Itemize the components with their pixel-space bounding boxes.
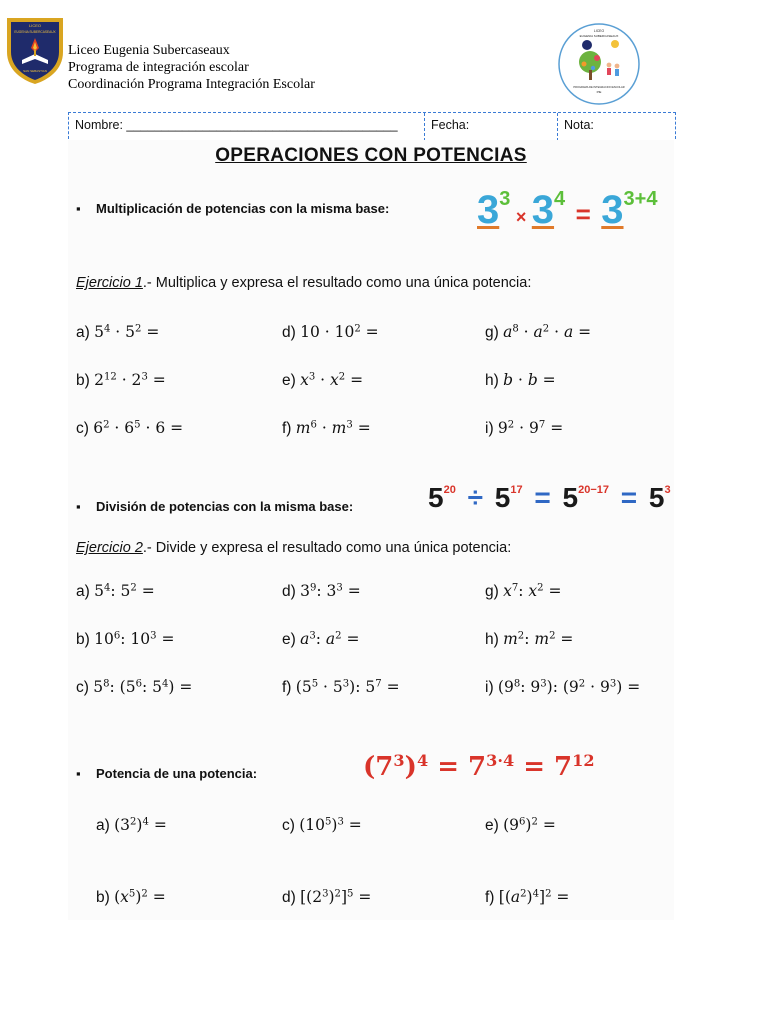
worksheet-body	[68, 140, 674, 920]
svg-text:EUGENIA SUBERCASEAUX: EUGENIA SUBERCASEAUX	[14, 30, 56, 34]
school-header-text	[68, 42, 315, 93]
exercise-1h: h) b · b =	[485, 371, 556, 389]
exercise-2d: d) $3^9$: $3^3$ =	[282, 582, 361, 600]
student-info-bar	[68, 112, 676, 139]
section-multiplication-heading: ▪ Multiplicación de potencias con la misma base:	[76, 201, 389, 216]
exercise-2f: f) $(5^5 \cdot 5^3)$: $5^7$ =	[282, 678, 400, 696]
exercise-2h: h) $m^2$: $m^2$ =	[485, 630, 574, 648]
exercise-1d: d) $10 \cdot 10^2$ =	[282, 323, 379, 341]
exercise-2e: e) $a^3$: $a^2$ =	[282, 630, 360, 648]
exercise-3a: a) $(3^2)^4$ =	[96, 816, 167, 834]
exercise-1i: i) $9^2 \cdot 9^7$ =	[485, 419, 564, 437]
multiplication-example: 33 × 34 = 33+4	[477, 188, 658, 232]
exercise-1e: e) $x^3 \cdot x^2$ =	[282, 371, 364, 389]
grade-field[interactable]: Nota:	[564, 118, 594, 132]
exercise-1b: b) $2^{12} \cdot 2^3$ =	[76, 371, 166, 389]
worksheet-title: OPERACIONES CON POTENCIAS	[215, 145, 527, 166]
exercise-3e: e) $(9^6)^2$ =	[485, 816, 556, 834]
school-name: Liceo Eugenia Subercaseaux	[68, 43, 230, 58]
coordination-name: Coordinación Programa Integración Escolar	[68, 77, 315, 92]
exercise-2b: b) $10^6$: $10^3$ =	[76, 630, 175, 648]
exercise-1c: c) $6^2 \cdot 6^5 \cdot 6$ =	[76, 419, 184, 437]
exercise-3f: f) $[(a^2)^4]^2$ =	[485, 888, 570, 906]
section-power-of-power-heading: ▪ Potencia de una potencia:	[76, 766, 257, 781]
date-field[interactable]: Fecha:	[431, 118, 470, 132]
svg-text:PROGRAMA DE INTEGRACION ESCOLA: PROGRAMA DE INTEGRACION ESCOLAR	[573, 86, 625, 89]
exercise-1f: f) $m^6 \cdot m^3$ =	[282, 419, 371, 437]
program-name: Programa de integración escolar	[68, 60, 249, 75]
pie-program-logo	[557, 22, 641, 106]
exercise-2-instruction: Ejercicio 2.- Divide y expresa el resultado como una única potencia:	[76, 540, 512, 556]
exercise-1-instruction: Ejercicio 1.- Multiplica y expresa el resultado como una única potencia:	[76, 275, 532, 291]
svg-text:EUGENIA SUBERCASEAUX: EUGENIA SUBERCASEAUX	[579, 34, 619, 38]
section-division-heading: ▪ División de potencias con la misma base:	[76, 499, 353, 514]
exercise-2i: i) ($9^8$: $9^3$): $(9^2 \cdot 9^3)$ =	[485, 678, 641, 696]
exercise-2c: c) $5^8$: ($5^6$: $5^4$) =	[76, 678, 193, 696]
exercise-2a: a) $5^4$: $5^2$ =	[76, 582, 155, 600]
divider	[424, 113, 425, 141]
svg-text:LICEO: LICEO	[593, 29, 605, 33]
division-example: $5^{20} \div 5^{17} = 5^{20-17} = 5^3$	[428, 482, 671, 513]
exercise-2g: g) $x^7$: $x^2$ =	[485, 582, 562, 600]
divider	[557, 113, 558, 141]
name-field[interactable]: Nombre: _______________________________________	[75, 118, 398, 132]
svg-text:PIE: PIE	[596, 90, 602, 94]
exercise-1a: a) $5^4 \cdot 5^2$ =	[76, 323, 160, 341]
exercise-1g: g) $a^8 \cdot a^2 \cdot a$ =	[485, 323, 592, 341]
school-shield-logo	[4, 14, 66, 86]
svg-text:SAN SEBASTIAN: SAN SEBASTIAN	[23, 69, 47, 73]
exercise-3b: b) $(x^5)^2$ =	[96, 888, 166, 906]
exercise-3d: d) $[(2^3)^2]^5$ =	[282, 888, 372, 906]
exercise-3c: c) $(10^5)^3$ =	[282, 816, 362, 834]
svg-text:LICEO: LICEO	[28, 23, 42, 28]
power-of-power-example: $(7^3)^4 = 7^{3\cdot 4} = 7^{12}$	[363, 751, 595, 782]
